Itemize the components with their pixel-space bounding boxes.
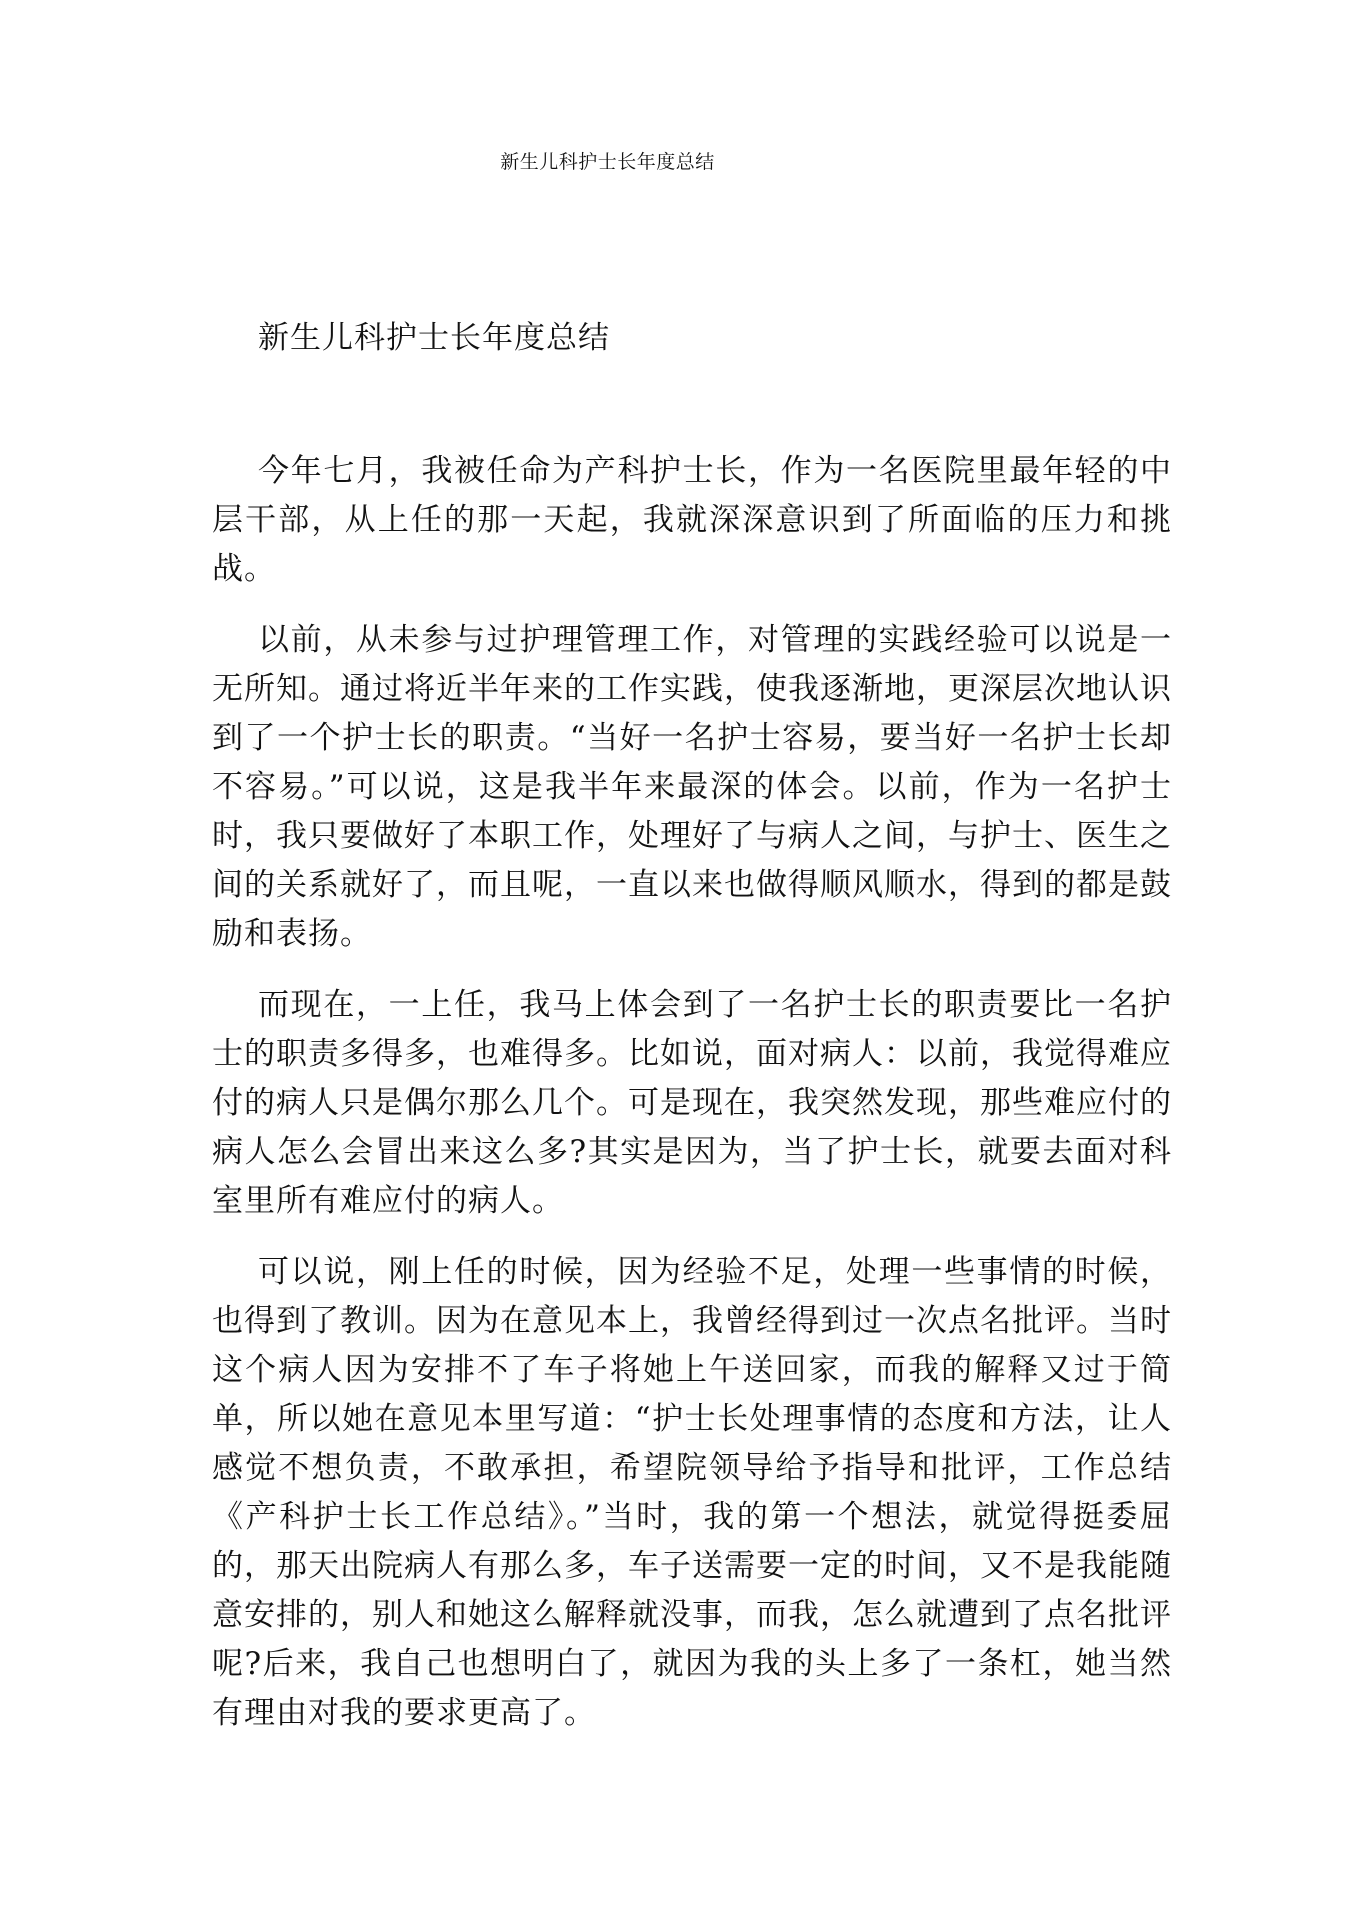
running-header: 新生儿科护士长年度总结 <box>500 151 715 173</box>
paragraph: 以前，从未参与过护理管理工作，对管理的实践经验可以说是一无所知。通过将近半年来的工作实践，使我逐渐地，更深层次地认识到了一个护士长的职责。“当好一名护士容易，要当好一名护士长却不容易。”可以说，这是我半年来最深的体会。以前，作为一名护士时，我只要做好了本职工作，处理好了与病人之间，与护士、医生之间的关系就好了，而且呢，一直以来也做得顺风顺水，得到的都是鼓励和表扬。 <box>212 622 1172 952</box>
paragraph: 可以说，刚上任的时候，因为经验不足，处理一些事情的时候，也得到了教训。因为在意见本上，我曾经得到过一次点名批评。当时这个病人因为安排不了车子将她上午送回家，而我的解释又过于简单，所以她在意见本里写道：“护士长处理事情的态度和方法，让人感觉不想负责，不敢承担，希望院领导给予指导和批评，工作总结《产科护士长工作总结》。”当时，我的第一个想法，就觉得挺委屈的，那天出院病人有那么多，车子送需要一定的时间，又不是我能随意安排的，别人和她这么解释就没事，而我，怎么就遭到了点名批评呢?后来，我自己也想明白了，就因为我的头上多了一条杠，她当然有理由对我的要求更高了。 <box>212 1254 1172 1731</box>
paragraph: 而现在，一上任，我马上体会到了一名护士长的职责要比一名护士的职责多得多，也难得多。比如说，面对病人：以前，我觉得难应付的病人只是偶尔那么几个。可是现在，我突然发现，那些难应付的病人怎么会冒出来这么多?其实是因为，当了护士长，就要去面对科室里所有难应付的病人。 <box>212 987 1172 1219</box>
paragraph: 今年七月，我被任命为产科护士长，作为一名医院里最年轻的中层干部，从上任的那一天起，我就深深意识到了所面临的压力和挑战。 <box>212 453 1172 587</box>
document-title: 新生儿科护士长年度总结 <box>258 320 610 356</box>
document-body <box>212 447 1172 1760</box>
